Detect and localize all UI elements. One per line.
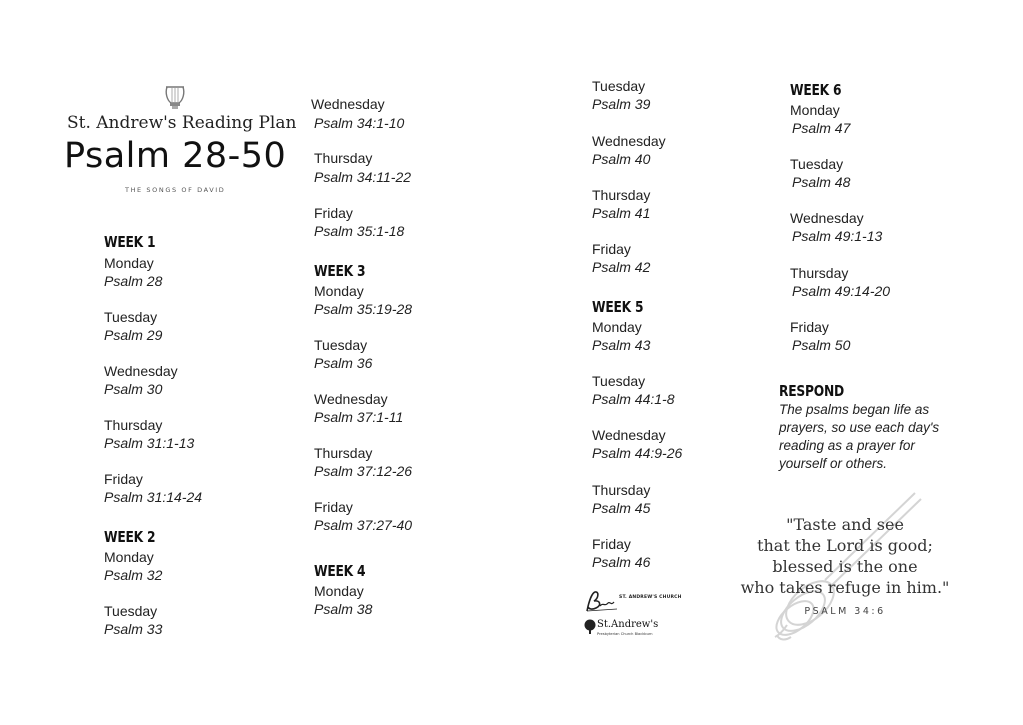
tree-logo [583, 618, 665, 638]
day-label: Thursday [592, 187, 651, 203]
plan-tagline: THE SONGS OF DAVID [125, 186, 226, 194]
respond-line: reading as a prayer for [779, 438, 915, 453]
reading-ref: Psalm 40 [592, 151, 651, 167]
respond-line: The psalms began life as [779, 402, 930, 417]
day-label: Tuesday [314, 337, 368, 353]
quote-reference: PSALM 34:6 [804, 606, 886, 617]
week-heading: WEEK 2 [104, 528, 156, 546]
reading-ref: Psalm 29 [104, 327, 163, 343]
day-label: Wednesday [311, 96, 385, 112]
plan-title: Psalm 28-50 [64, 136, 287, 176]
reading-ref: Psalm 31:1-13 [104, 435, 195, 451]
day-label: Tuesday [790, 156, 844, 172]
scripture-quote [730, 514, 960, 598]
reading-ref: Psalm 39 [592, 96, 651, 112]
day-label: Monday [592, 319, 642, 335]
day-label: Monday [104, 549, 154, 565]
church-logo-subtext: Presbyterian Church Blackburn [597, 632, 653, 636]
respond-heading: RESPOND [779, 382, 844, 400]
reading-ref: Psalm 49:1-13 [792, 228, 883, 244]
day-label: Tuesday [104, 603, 158, 619]
week-heading: WEEK 5 [592, 298, 644, 316]
quote-line: that the Lord is good; [757, 536, 933, 555]
day-label: Friday [790, 319, 829, 335]
day-label: Tuesday [592, 78, 646, 94]
day-label: Friday [314, 499, 353, 515]
day-label: Thursday [314, 445, 373, 461]
reading-ref: Psalm 35:1-18 [314, 223, 405, 239]
quote-line: who takes refuge in him." [740, 578, 950, 597]
week-heading: WEEK 6 [790, 81, 842, 99]
reading-ref: Psalm 38 [314, 601, 373, 617]
day-label: Wednesday [790, 210, 864, 226]
reading-ref: Psalm 50 [792, 337, 851, 353]
reading-ref: Psalm 36 [314, 355, 373, 371]
day-label: Tuesday [592, 373, 646, 389]
reading-ref: Psalm 37:27-40 [314, 517, 413, 533]
quote-line: "Taste and see [786, 515, 904, 534]
reading-ref: Psalm 34:1-10 [314, 115, 405, 131]
reading-ref: Psalm 49:14-20 [792, 283, 891, 299]
day-label: Wednesday [104, 363, 178, 379]
church-logo-text: St.Andrew's [597, 619, 659, 630]
reading-ref: Psalm 42 [592, 259, 651, 275]
respond-body [779, 401, 979, 473]
respond-line: prayers, so use each day's [779, 420, 940, 435]
day-label: Friday [104, 471, 143, 487]
reading-ref: Psalm 48 [792, 174, 851, 190]
lyre-icon [163, 83, 187, 111]
week-heading: WEEK 4 [314, 562, 366, 580]
day-label: Thursday [104, 417, 163, 433]
reading-ref: Psalm 45 [592, 500, 651, 516]
week-heading: WEEK 3 [314, 262, 366, 280]
reading-ref: Psalm 46 [592, 554, 651, 570]
day-label: Friday [592, 241, 631, 257]
reading-ref: Psalm 30 [104, 381, 163, 397]
day-label: Friday [314, 205, 353, 221]
respond-line: yourself or others. [779, 456, 888, 471]
day-label: Wednesday [592, 427, 666, 443]
reading-ref: Psalm 31:14-24 [104, 489, 203, 505]
reading-ref: Psalm 28 [104, 273, 163, 289]
reading-ref: Psalm 34:11-22 [314, 169, 412, 185]
reading-ref: Psalm 32 [104, 567, 163, 583]
reading-ref: Psalm 37:1-11 [314, 409, 404, 425]
quote-line: blessed is the one [772, 557, 918, 576]
reading-ref: Psalm 37:12-26 [314, 463, 413, 479]
reading-ref: Psalm 41 [592, 205, 651, 221]
b-signature-logo [583, 589, 682, 615]
day-label: Wednesday [314, 391, 388, 407]
reading-ref: Psalm 35:19-28 [314, 301, 413, 317]
day-label: Thursday [592, 482, 651, 498]
reading-ref: Psalm 44:1-8 [592, 391, 675, 407]
day-label: Monday [314, 583, 364, 599]
day-label: Monday [790, 102, 840, 118]
day-label: Tuesday [104, 309, 158, 325]
reading-ref: Psalm 47 [792, 120, 851, 136]
reading-ref: Psalm 43 [592, 337, 651, 353]
plan-subtitle: St. Andrew's Reading Plan [67, 113, 297, 133]
day-label: Monday [104, 255, 154, 271]
b-logo-text: ST. ANDREW'S CHURCH [619, 595, 682, 600]
reading-ref: Psalm 44:9-26 [592, 445, 683, 461]
day-label: Thursday [314, 150, 373, 166]
week-heading: WEEK 1 [104, 233, 156, 251]
day-label: Monday [314, 283, 364, 299]
day-label: Friday [592, 536, 631, 552]
day-label: Wednesday [592, 133, 666, 149]
day-label: Thursday [790, 265, 849, 281]
reading-ref: Psalm 33 [104, 621, 163, 637]
